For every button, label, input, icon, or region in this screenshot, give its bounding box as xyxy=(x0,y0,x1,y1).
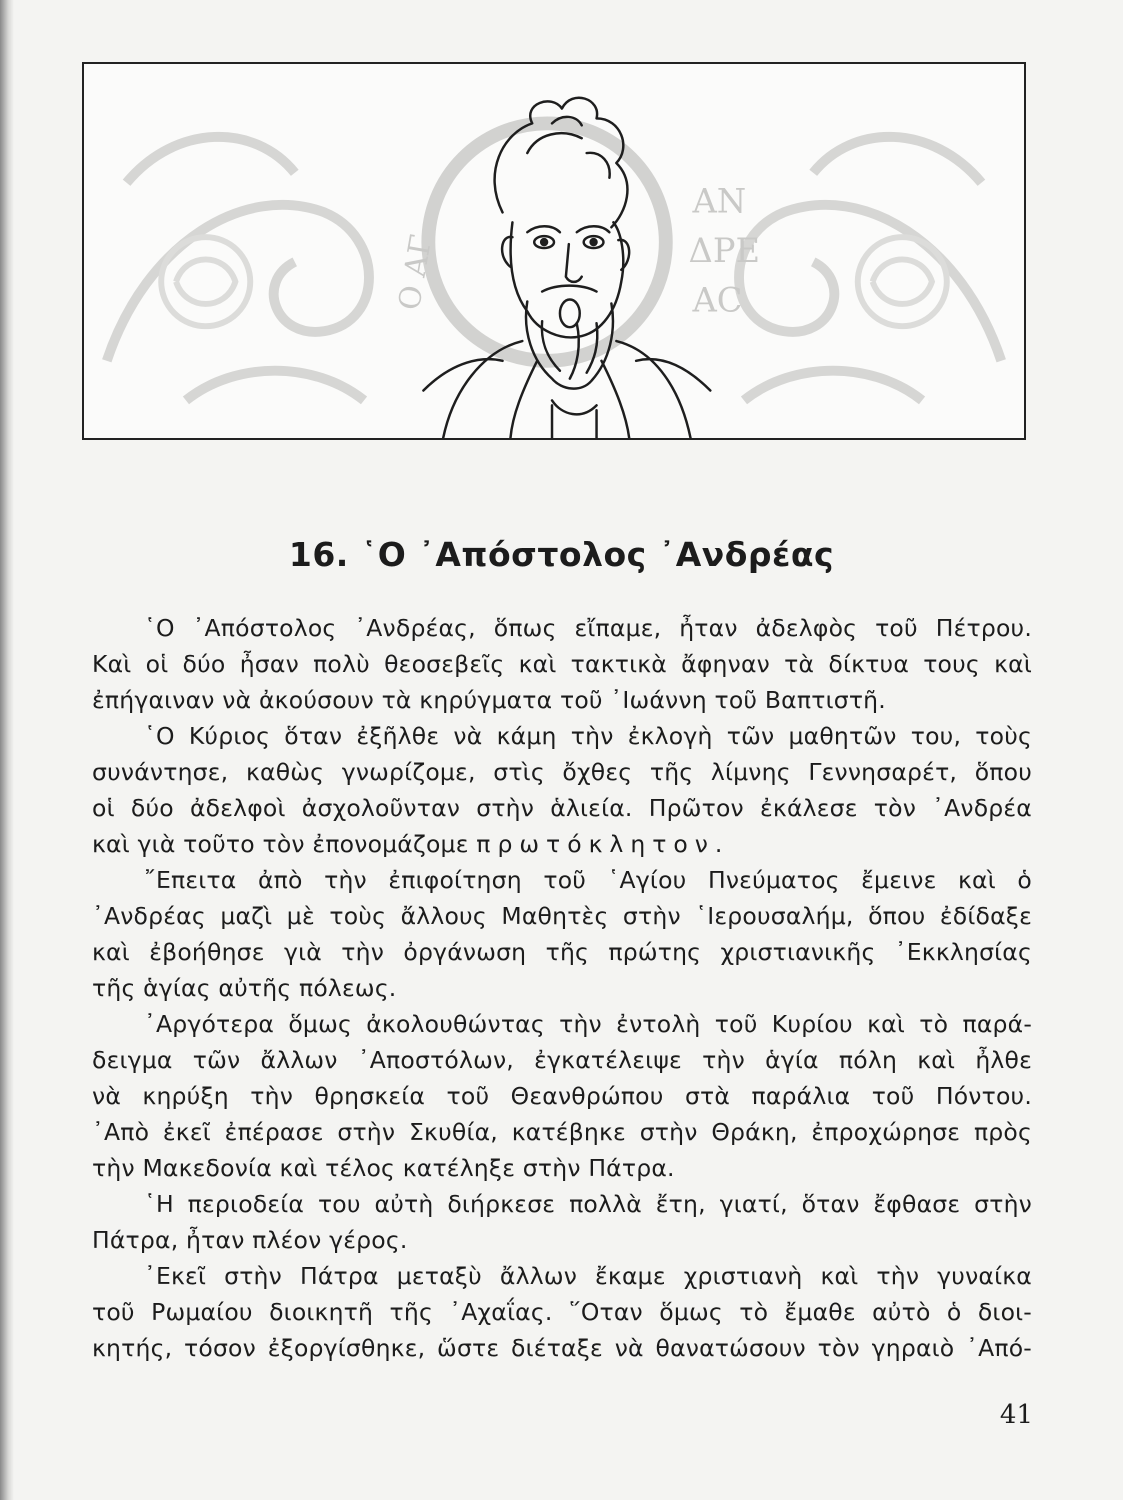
text-line: οἱ δύο ἀδελφοὶ ἀσχολοῦνταν στὴν ἁλιεία. Πρῶτον ἐκάλεσε τὸν ᾿Ανδρέα xyxy=(92,794,1032,822)
page-number: 41 xyxy=(999,1400,1033,1430)
apostle-andrew-illustration xyxy=(82,62,1026,440)
page-edge xyxy=(0,0,14,1500)
text-line: κητής, τόσον ἐξοργίσθηκε, ὥστε διέταξε νὰ θανατώσουν τὸν γηραιὸ ᾿Από- xyxy=(92,1334,1032,1362)
text-line: τὴν Μακεδονία καὶ τέλος κατέληξε στὴν Πάτρα. xyxy=(92,1154,675,1182)
text-line: ῾Ο ᾿Απόστολος ᾿Ανδρέας, ὅπως εἴπαμε, ἦταν ἀδελφὸς τοῦ Πέτρου. xyxy=(144,614,1032,642)
text-line: καὶ ἐβοήθησε γιὰ τὴν ὀργάνωση τῆς πρώτης χριστιανικῆς ᾿Εκκλησίας xyxy=(92,938,1032,966)
text-line-prefix: καὶ γιὰ τοῦτο τὸν ἐπονομάζομε xyxy=(92,830,477,858)
page-title: 16. ῾Ο ᾿Απόστολος ᾿Ανδρέας xyxy=(288,535,835,574)
text-line: τῆς ἁγίας αὐτῆς πόλεως. xyxy=(92,974,397,1002)
inscription-right-1: ΑΝ xyxy=(692,181,747,221)
text-line xyxy=(92,826,1032,862)
text-line: ἐπήγαιναν νὰ ἀκούσουν τὰ κηρύγματα τοῦ ᾿Ιωάννη τοῦ Βαπτιστῆ. xyxy=(92,686,886,714)
text-line: Πάτρα, ἦταν πλέον γέρος. xyxy=(92,1226,408,1254)
text-line: νὰ κηρύξη τὴν θρησκεία τοῦ Θεανθρώπου στὰ παράλια τοῦ Πόντου. xyxy=(92,1082,1032,1110)
inscription-right-2: ΔΡΕ xyxy=(688,230,761,270)
text-line: ᾿Αργότερα ὅμως ἀκολουθώντας τὴν ἐντολὴ τοῦ Κυρίου καὶ τὸ παρά- xyxy=(144,1010,1032,1038)
text-line: ᾿Απὸ ἐκεῖ ἐπέρασε στὴν Σκυθία, κατέβηκε στὴν Θράκη, ἐπροχώρησε πρὸς xyxy=(92,1118,1032,1146)
apostle-portrait-drawing xyxy=(84,64,1024,438)
inscription-left: Ο ΑΓ xyxy=(390,231,439,313)
text-line: ῾Η περιοδεία του αὐτὴ διήρκεσε πολλὰ ἔτη, γιατί, ὅταν ἔφθασε στὴν xyxy=(144,1190,1032,1218)
text-line: συνάντησε, καθὼς γνωρίζομε, στὶς ὄχθες τῆς λίμνης Γεννησαρέτ, ὅπου xyxy=(92,758,1032,786)
text-line: ῾Ο Κύριος ὅταν ἐξῆλθε νὰ κάμη τὴν ἐκλογὴ τῶν μαθητῶν του, τοὺς xyxy=(144,722,1032,750)
text-line: ᾿Εκεῖ στὴν Πάτρα μεταξὺ ἄλλων ἔκαμε χριστιανὴ καὶ τὴν γυναίκα xyxy=(144,1262,1032,1290)
inscription-right-3: ΑC xyxy=(692,280,743,320)
spaced-word: πρωτόκλητον. xyxy=(476,830,730,858)
body-text xyxy=(92,610,1032,1366)
text-line: δειγμα τῶν ἄλλων ᾿Αποστόλων, ἐγκατέλειψε τὴν ἁγία πόλη καὶ ἦλθε xyxy=(92,1046,1032,1074)
text-line: Καὶ οἱ δύο ἦσαν πολὺ θεοσεβεῖς καὶ τακτικὰ ἄφηναν τὰ δίκτυα τους καὶ xyxy=(92,650,1032,678)
text-line: τοῦ Ρωμαίου διοικητῆ τῆς ᾿Αχαΐας. ῞Οταν ὅμως τὸ ἔμαθε αὐτὸ ὁ διοι- xyxy=(92,1298,1032,1326)
text-line: ῎Επειτα ἀπὸ τὴν ἐπιφοίτηση τοῦ ῾Αγίου Πνεύματος ἔμεινε καὶ ὁ xyxy=(144,866,1032,894)
text-line: ᾿Ανδρέας μαζὶ μὲ τοὺς ἄλλους Μαθητὲς στὴν ῾Ιερουσαλήμ, ὅπου ἐδίδαξε xyxy=(92,902,1032,930)
